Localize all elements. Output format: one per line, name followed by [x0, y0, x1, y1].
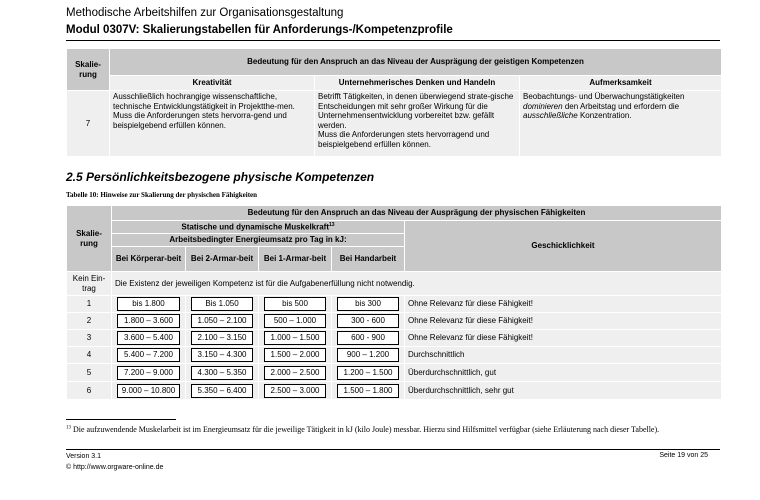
- table-row: 1 bis 1.800 Bis 1.050 bis 500 bis 300 Ohne Relevanz für diese Fähigkeit!: [67, 296, 722, 313]
- energy-col-2arm: Bei 2-Armar-beit: [186, 247, 259, 272]
- col-skalierung: Skalie-rung: [67, 206, 112, 272]
- table-physische-faehigkeiten: [66, 205, 722, 400]
- footer-version: Version 3.1: [66, 453, 102, 460]
- table-row: 6 9.000 – 10.800 5.350 – 6.400 2.500 – 3.000 1.500 – 1.800 Überdurchschnittlich, sehr gut: [67, 382, 722, 400]
- row-level: 7: [67, 91, 110, 157]
- energy-col-1arm: Bei 1-Armar-beit: [259, 247, 332, 272]
- document-title: Methodische Arbeitshilfen zur Organisationsgestaltung: [66, 7, 344, 19]
- cell-kreativitaet: Ausschließlich hochrangige wissenschaftliche, technische Entwicklungstätigkeit in Projektthe-men. Muss die Anforderungen stets hervorra-gend und beispielgebend erfüllen können.: [110, 91, 315, 157]
- header-aufmerksamkeit: Aufmerksamkeit: [520, 76, 722, 91]
- main-header: Bedeutung für den Anspruch an das Niveau der Ausprägung der physischen Fähigkeiten: [112, 206, 722, 221]
- footer-page: Seite 19 von 25: [659, 452, 708, 459]
- skill-header: Geschicklichkeit: [405, 221, 722, 272]
- table-row: 5 7.200 – 9.000 4.300 – 5.350 2.000 – 2.500 1.200 – 1.500 Überdurchschnittlich, gut: [67, 364, 722, 382]
- col-skalierung: Skalie-rung: [67, 49, 110, 91]
- footnote-rule: [66, 419, 176, 420]
- module-title: Modul 0307V: Skalierungstabellen für Anforderungs-/Kompetenzprofile: [66, 24, 453, 36]
- none-text: Die Existenz der jeweiligen Kompetenz ist für die Aufgabenerfüllung nicht notwendig.: [112, 272, 722, 296]
- cell-unternehmerisch: [315, 91, 520, 157]
- footer-left: [66, 452, 163, 473]
- table-row: 2 1.800 – 3.600 1.050 – 2.100 500 – 1.000 300 - 600 Ohne Relevanz für diese Fähigkeit!: [67, 313, 722, 330]
- cell-unternehmerisch-p2: Muss die Anforderungen stets hervorragend und beispielgebend erfüllen können.: [318, 130, 490, 149]
- header-unternehmerisch: Unternehmerisches Denken und Handeln: [315, 76, 520, 91]
- level-none: Kein Ein-trag: [67, 272, 112, 296]
- static-header: Statische und dynamische Muskelkraft$^{13}$: [112, 221, 405, 234]
- main-header: Bedeutung für den Anspruch an das Niveau der Ausprägung der geistigen Kompetenzen: [110, 49, 722, 76]
- footer-url[interactable]: © http://www.orgware-online.de: [66, 463, 164, 471]
- section-heading: 2.5 Persönlichkeitsbezogene physische Kompetenzen: [66, 170, 375, 184]
- footer-rule: [66, 449, 720, 450]
- table-row: 3 3.600 – 5.400 2.100 – 3.150 1.000 – 1.500 600 - 900 Ohne Relevanz für diese Fähigkeit!: [67, 330, 722, 347]
- table-geistige-kompetenzen: [66, 48, 722, 157]
- header-rule: [66, 40, 720, 41]
- energy-col-hand: Bei Handarbeit: [332, 247, 405, 272]
- footnote: $^{13}$ Die aufzuwendende Muskelarbeit ist im Energieumsatz für die jeweilige Tätigkeit in kJ (kilo Joule) messbar. Hierzu sind Hilfsmittel verfügbar (siehe Erläuterung nach dieser Tabelle).: [66, 425, 660, 434]
- table-row: 4 5.400 – 7.200 3.150 – 4.300 1.500 – 2.000 900 – 1.200 Durchschnittlich: [67, 347, 722, 364]
- table-caption: Tabelle 10: Hinweise zur Skalierung der physischen Fähigkeiten: [66, 191, 258, 199]
- cell-unternehmerisch-p1: Betrifft Tätigkeiten, in denen überwiegend strate-gische Entscheidungen mit sehr großer Wirkung für die Unternehmensentwicklung vorbereitet bzw. gefällt werden.: [318, 92, 514, 130]
- energy-col-koerper: Bei Körperar-beit: [112, 247, 186, 272]
- header-kreativitaet: Kreativität: [110, 76, 315, 91]
- energy-header: Arbeitsbedingter Energieumsatz pro Tag in kJ:: [112, 234, 405, 247]
- cell-aufmerksamkeit: Beobachtungs- und Überwachungstätigkeiten dominieren den Arbeitstag und erfordern die ausschließliche Konzentration.: [520, 91, 722, 157]
